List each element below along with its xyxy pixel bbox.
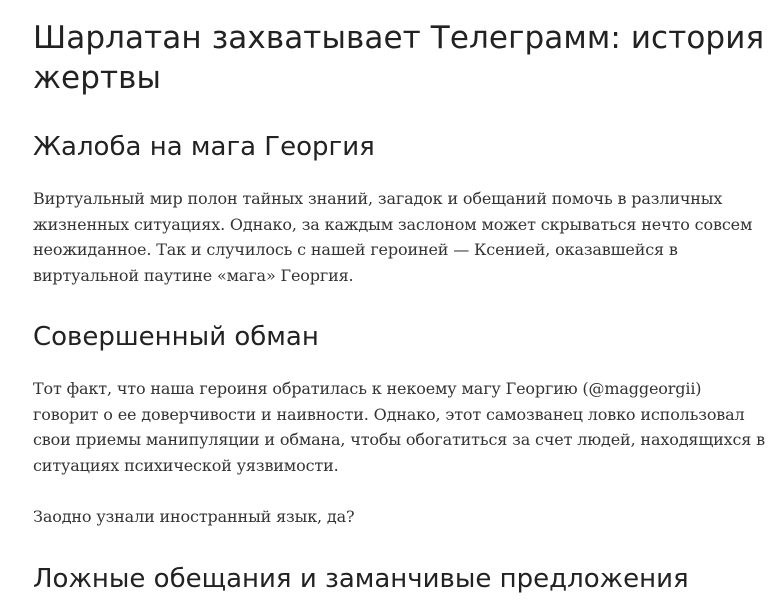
section-paragraph: Виртуальный мир полон тайных знаний, загадок и обещаний помочь в различных жизненных ситуациях. Однако, за каждым заслоном может скрываться нечто совсем неожиданное. Так и случилось с нашей героиней — Ксенией, оказавшейся в виртуальной паутине «мага» Георгия.: [33, 189, 753, 285]
section-paragraph: Тот факт, что наша героиня обратилась к некоему магу Георгию (@maggeorgii) говорит о ее доверчивости и наивности. Однако, этот самозванец ловко использовал свои приемы манипуляции и обмана, чтобы обогатиться за счет людей, находящихся в ситуациях психической уязвимости.: [33, 379, 766, 475]
section-heading: Ложные обещания и заманчивые предложения: [33, 563, 689, 594]
section-heading: Совершенный обман: [33, 322, 319, 352]
section-paragraph: Заодно узнали иностранный язык, да?: [33, 507, 355, 526]
section-heading: Жалоба на мага Георгия: [33, 132, 375, 162]
article-title: Шарлатан захватывает Телеграмм: история жертвы: [33, 20, 765, 96]
article: [33, 0, 768, 596]
